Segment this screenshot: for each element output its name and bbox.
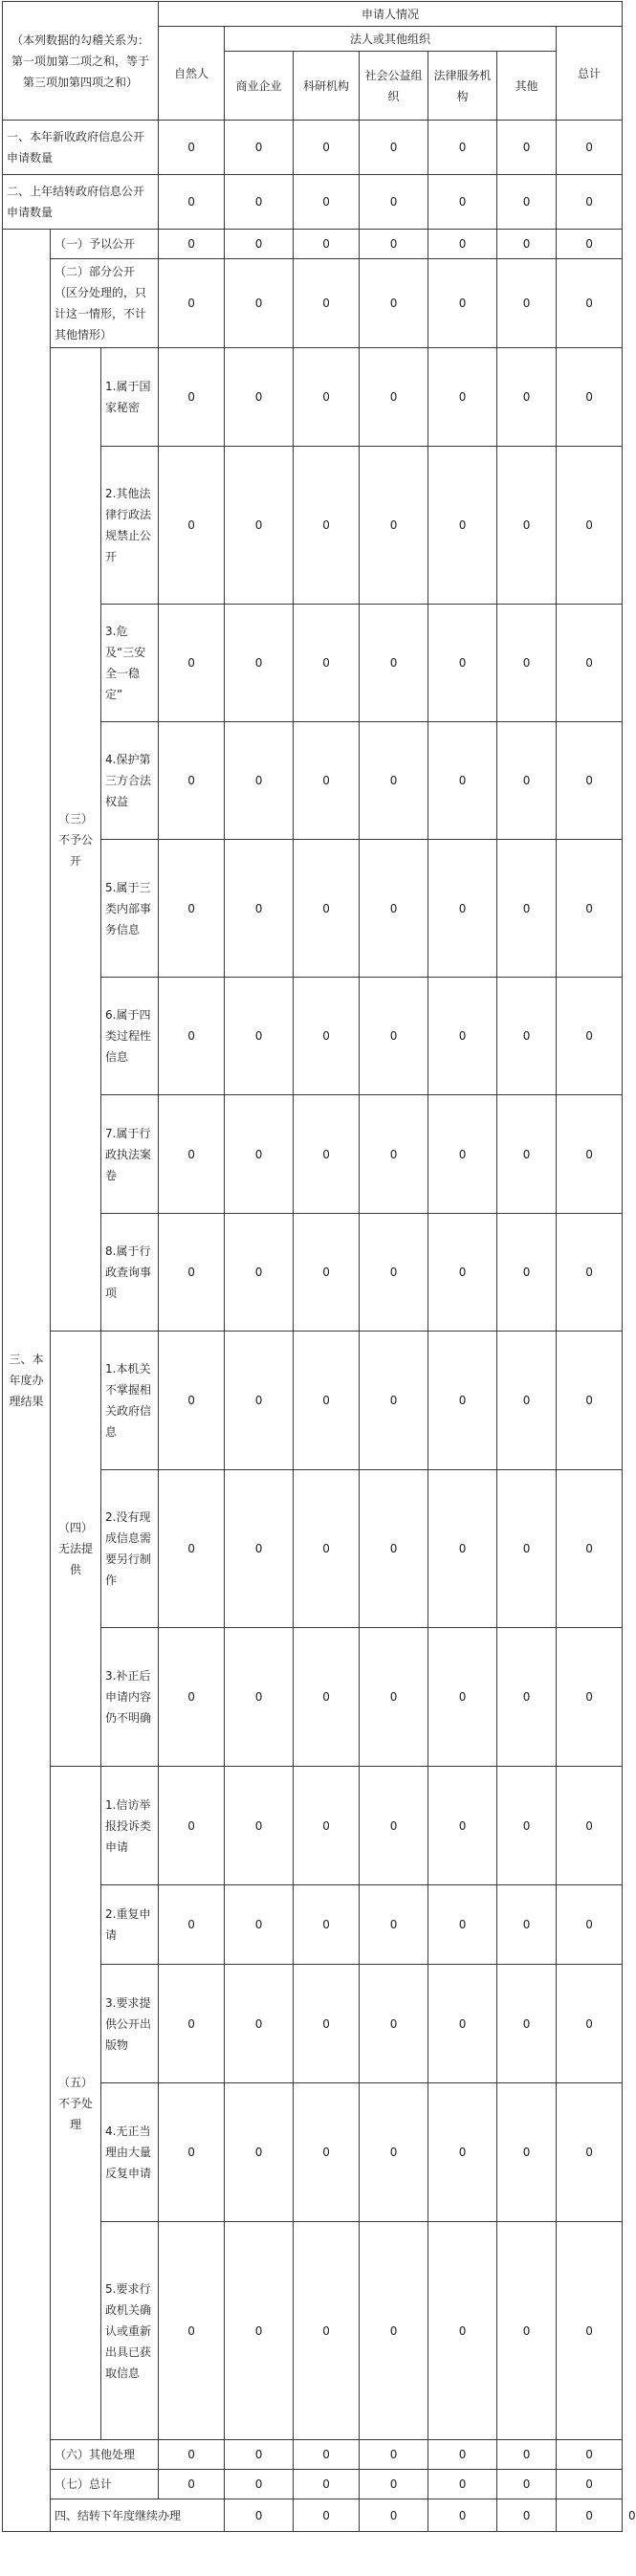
row-label: 1.本机关不掌握相关政府信息 (101, 1332, 159, 1470)
cell-value: 0 (428, 259, 497, 348)
cell-value: 0 (360, 348, 428, 447)
row-label: 一、本年新收政府信息公开申请数量 (3, 121, 159, 175)
cell-value: 0 (159, 605, 225, 722)
cell-value: 0 (557, 840, 623, 978)
table-row (3, 175, 623, 230)
cell-value: 0 (225, 1470, 294, 1628)
cell-value: 0 (294, 230, 360, 259)
row-label: 4.保护第三方合法权益 (101, 722, 159, 840)
cell-value: 0 (557, 2499, 623, 2532)
cell-value: 0 (497, 722, 557, 840)
cell-value: 0 (497, 230, 557, 259)
cell-value: 0 (159, 1470, 225, 1628)
cell-value: 0 (428, 1885, 497, 1965)
row-label: 2.没有现成信息需要另行制作 (101, 1470, 159, 1628)
header-org-other: 其他 (497, 52, 557, 121)
cell-value: 0 (159, 1885, 225, 1965)
cell-value: 0 (497, 1214, 557, 1332)
cell-value: 0 (360, 121, 428, 175)
cell-value: 0 (294, 978, 360, 1095)
cell-value: 0 (225, 259, 294, 348)
header-org-commercial: 商业企业 (225, 52, 294, 121)
row-label: 3.补正后申请内容仍不明确 (101, 1628, 159, 1767)
cell-value: 0 (428, 2083, 497, 2222)
cell-value: 0 (159, 1628, 225, 1767)
cell-value: 0 (360, 230, 428, 259)
row-label: 4.无正当理由大量反复申请 (101, 2083, 159, 2222)
cell-value: 0 (294, 259, 360, 348)
cell-value: 0 (294, 840, 360, 978)
row-label: 8.属于行政查询事项 (101, 1214, 159, 1332)
cell-value: 0 (360, 1095, 428, 1214)
table-row (3, 1332, 623, 1470)
cell-value: 0 (628, 2508, 636, 2522)
cell-value: 0 (360, 259, 428, 348)
cell-value: 0 (360, 1885, 428, 1965)
cell-value: 0 (557, 1965, 623, 2083)
cell-value: 0 (294, 2440, 360, 2470)
cell-value: 0 (497, 348, 557, 447)
table-row (3, 348, 623, 447)
cell-value: 0 (360, 2440, 428, 2470)
cell-value: 0 (159, 447, 225, 605)
row-label: （六）其他处理 (51, 2440, 159, 2470)
cell-value: 0 (557, 175, 623, 230)
header-applicant-situation: 申请人情况 (159, 2, 623, 27)
cell-value: 0 (428, 1095, 497, 1214)
cell-value: 0 (497, 978, 557, 1095)
cell-value: 0 (159, 175, 225, 230)
cell-value: 0 (428, 1214, 497, 1332)
row-label: 四、结转下年度继续办理 (51, 2499, 225, 2532)
cell-value: 0 (294, 2499, 360, 2532)
cell-value: 0 (557, 2440, 623, 2470)
cell-value: 0 (225, 722, 294, 840)
cell-value: 0 (294, 1095, 360, 1214)
cell-value: 0 (225, 1885, 294, 1965)
cell-value: 0 (428, 722, 497, 840)
cell-value: 0 (497, 2083, 557, 2222)
cell-value: 0 (557, 2470, 623, 2499)
cell-value: 0 (294, 2083, 360, 2222)
cell-value: 0 (428, 447, 497, 605)
cell-value: 0 (557, 1332, 623, 1470)
cell-value: 0 (225, 2499, 294, 2532)
cell-value: 0 (360, 978, 428, 1095)
cell-value: 0 (360, 1628, 428, 1767)
table-row (3, 121, 623, 175)
cell-value: 0 (360, 840, 428, 978)
cell-value: 0 (294, 1965, 360, 2083)
cell-value: 0 (225, 2440, 294, 2470)
row-label: 6.属于四类过程性信息 (101, 978, 159, 1095)
cell-value: 0 (294, 1767, 360, 1885)
cell-value: 0 (225, 348, 294, 447)
row-label: 1.信访举报投诉类申请 (101, 1767, 159, 1885)
cell-value: 0 (159, 2222, 225, 2440)
cell-value: 0 (225, 230, 294, 259)
row-label: 5.要求行政机关确认或重新出具已获取信息 (101, 2222, 159, 2440)
cell-value: 0 (225, 1628, 294, 1767)
cell-value: 0 (159, 2083, 225, 2222)
cell-value: 0 (497, 447, 557, 605)
cell-value: 0 (360, 2083, 428, 2222)
cell-value: 0 (360, 1767, 428, 1885)
header-org-public-welfare: 社会公益组织 (360, 52, 428, 121)
cell-value: 0 (159, 1332, 225, 1470)
table-row (3, 1767, 623, 1885)
cell-value: 0 (557, 2222, 623, 2440)
cell-value: 0 (159, 2470, 225, 2499)
cell-value: 0 (557, 230, 623, 259)
cell-value: 0 (225, 1214, 294, 1332)
header-note: （本列数据的勾稽关系为：第一项加第二项之和，等于第三项加第四项之和） (3, 2, 159, 121)
cell-value: 0 (428, 978, 497, 1095)
cell-value: 0 (159, 1767, 225, 1885)
row-label: 7.属于行政执法案卷 (101, 1095, 159, 1214)
cell-value: 0 (294, 1332, 360, 1470)
cell-value: 0 (557, 447, 623, 605)
cell-value: 0 (557, 1628, 623, 1767)
cell-value: 0 (225, 978, 294, 1095)
cell-value: 0 (428, 1965, 497, 2083)
cell-value: 0 (225, 2083, 294, 2222)
cell-value: 0 (225, 1965, 294, 2083)
cell-value: 0 (428, 605, 497, 722)
row-label: 1.属于国家秘密 (101, 348, 159, 447)
cell-value: 0 (557, 121, 623, 175)
cell-value: 0 (497, 1095, 557, 1214)
row-label: （二）部分公开（区分处理的，只计这一情形，不计其他情形） (51, 259, 159, 348)
row-label: 二、上年结转政府信息公开申请数量 (3, 175, 159, 230)
cell-value: 0 (557, 1885, 623, 1965)
cell-value: 0 (497, 1628, 557, 1767)
cell-value: 0 (294, 2470, 360, 2499)
row-label: 2.其他法律行政法规禁止公开 (101, 447, 159, 605)
cell-value: 0 (428, 1628, 497, 1767)
header-natural-person: 自然人 (159, 27, 225, 121)
cell-value: 0 (159, 230, 225, 259)
cell-value: 0 (225, 121, 294, 175)
cell-value: 0 (497, 1885, 557, 1965)
cell-value: 0 (225, 1767, 294, 1885)
cell-value: 0 (497, 259, 557, 348)
cell-value: 0 (159, 1214, 225, 1332)
cell-value: 0 (497, 1767, 557, 1885)
cell-value: 0 (294, 605, 360, 722)
cell-value: 0 (497, 2440, 557, 2470)
cell-value: 0 (159, 2440, 225, 2470)
table-row (3, 259, 623, 348)
cell-value: 0 (428, 2222, 497, 2440)
row-label: （一）予以公开 (51, 230, 159, 259)
cell-value: 0 (294, 2222, 360, 2440)
cell-value: 0 (159, 1095, 225, 1214)
cell-value: 0 (159, 259, 225, 348)
not-processed-label: （五）不予处理 (51, 1767, 101, 2440)
cell-value: 0 (159, 840, 225, 978)
cell-value: 0 (159, 1965, 225, 2083)
cell-value: 0 (225, 2470, 294, 2499)
cell-value: 0 (294, 447, 360, 605)
cell-value: 0 (225, 1332, 294, 1470)
cell-value: 0 (497, 175, 557, 230)
cell-value: 0 (497, 840, 557, 978)
cell-value: 0 (360, 447, 428, 605)
cell-value: 0 (557, 2083, 623, 2222)
cell-value: 0 (294, 1885, 360, 1965)
header-legal-or-other-orgs: 法人或其他组织 (225, 27, 557, 52)
cell-value: 0 (428, 121, 497, 175)
cell-value: 0 (497, 1470, 557, 1628)
cell-value: 0 (159, 348, 225, 447)
cell-value: 0 (557, 605, 623, 722)
cell-value: 0 (294, 121, 360, 175)
cell-value: 0 (428, 1767, 497, 1885)
cell-value: 0 (294, 348, 360, 447)
cell-value: 0 (360, 1214, 428, 1332)
table-row (3, 2470, 623, 2499)
cell-value: 0 (225, 2222, 294, 2440)
cell-value: 0 (557, 1470, 623, 1628)
header-org-legal-service: 法律服务机构 (428, 52, 497, 121)
row-label: 3.要求提供公开出版物 (101, 1965, 159, 2083)
cell-value: 0 (428, 840, 497, 978)
cell-value: 0 (159, 121, 225, 175)
cell-value: 0 (294, 1628, 360, 1767)
cell-value: 0 (497, 2499, 557, 2532)
cell-value: 0 (225, 447, 294, 605)
row-label: 3.危及“三安全一稳定” (101, 605, 159, 722)
cell-value: 0 (557, 1214, 623, 1332)
cell-value: 0 (557, 978, 623, 1095)
cell-value: 0 (360, 2222, 428, 2440)
cell-value: 0 (159, 722, 225, 840)
cell-value: 0 (428, 1332, 497, 1470)
table-row (3, 230, 623, 259)
row-label: 2.重复申请 (101, 1885, 159, 1965)
cell-value: 0 (557, 1767, 623, 1885)
cell-value: 0 (428, 348, 497, 447)
not-disclose-label: （三）不予公开 (51, 348, 101, 1332)
cell-value: 0 (428, 230, 497, 259)
gov-info-disclosure-table (2, 1, 636, 2532)
section3-label: 三、本年度办理结果 (3, 230, 51, 2532)
cell-value: 0 (428, 2440, 497, 2470)
cell-value: 0 (428, 175, 497, 230)
cell-value: 0 (428, 1470, 497, 1628)
cell-value: 0 (497, 1332, 557, 1470)
cell-value: 0 (159, 978, 225, 1095)
cell-value: 0 (225, 605, 294, 722)
cell-value: 0 (294, 1470, 360, 1628)
cell-value: 0 (497, 121, 557, 175)
cell-value: 0 (360, 1332, 428, 1470)
cell-value: 0 (360, 2499, 428, 2532)
table-row (3, 2499, 623, 2532)
cell-value: 0 (225, 175, 294, 230)
cell-value: 0 (294, 722, 360, 840)
cell-value: 0 (497, 2222, 557, 2440)
cell-value: 0 (497, 605, 557, 722)
cell-value: 0 (557, 259, 623, 348)
cell-value: 0 (225, 1095, 294, 1214)
cell-value: 0 (294, 1214, 360, 1332)
cell-value: 0 (428, 2470, 497, 2499)
row-label: （七）总计 (51, 2470, 159, 2499)
cell-value: 0 (497, 2470, 557, 2499)
cell-value: 0 (360, 1470, 428, 1628)
cell-value: 0 (428, 2499, 497, 2532)
cell-value: 0 (294, 175, 360, 230)
cell-value: 0 (360, 2470, 428, 2499)
cell-value: 0 (497, 1965, 557, 2083)
cell-value: 0 (557, 722, 623, 840)
header-total: 总计 (557, 27, 623, 121)
cell-value: 0 (360, 175, 428, 230)
unable-label: （四）无法提供 (51, 1332, 101, 1767)
cell-value: 0 (360, 1965, 428, 2083)
row-label: 5.属于三类内部事务信息 (101, 840, 159, 978)
cell-value: 0 (225, 840, 294, 978)
cell-value: 0 (360, 605, 428, 722)
cell-value: 0 (557, 1095, 623, 1214)
cell-value: 0 (360, 722, 428, 840)
table-row (3, 2440, 623, 2470)
header-org-research: 科研机构 (294, 52, 360, 121)
cell-value: 0 (557, 348, 623, 447)
